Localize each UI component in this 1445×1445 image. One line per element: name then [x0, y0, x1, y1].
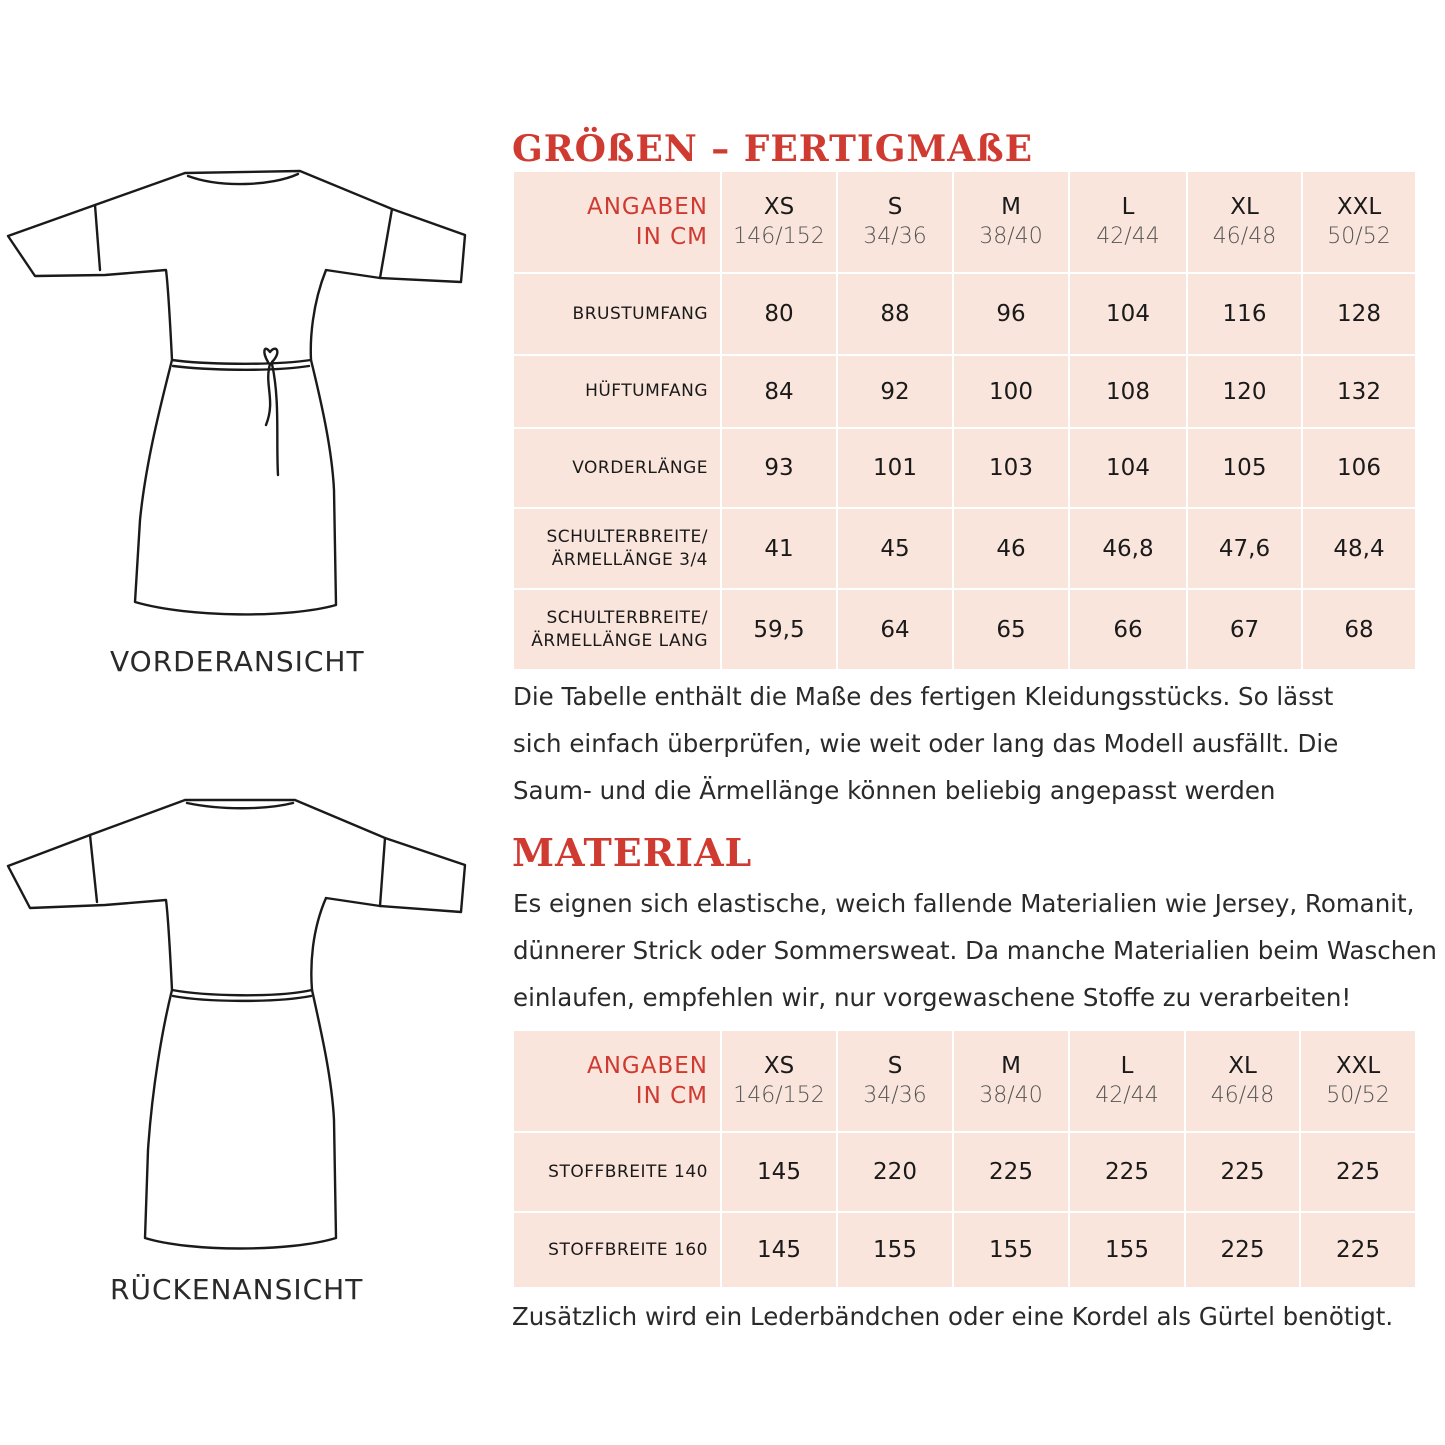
- table-cell: [721, 355, 837, 428]
- material-text-line: dünnerer Strick oder Sommersweat. Da manche Materialien beim Waschen: [513, 936, 1437, 965]
- cell-value: 65: [996, 616, 1026, 643]
- size-name: XS: [763, 194, 795, 220]
- cell-value: 46,8: [1102, 535, 1154, 562]
- row-label-text: STOFFBREITE 140: [548, 1161, 708, 1182]
- header-label-line2: IN CM: [635, 224, 708, 250]
- size-num: 34/36: [863, 224, 927, 249]
- row-label: [513, 428, 721, 508]
- row-label-line1: SCHULTERBREITE/: [546, 607, 708, 628]
- size-num: 146/152: [733, 224, 825, 249]
- cell-value: 93: [764, 455, 794, 481]
- cell-value: 84: [764, 378, 794, 405]
- size-header-m: [953, 1030, 1069, 1132]
- cell-value: 92: [880, 378, 910, 405]
- cell-value: 155: [989, 1237, 1033, 1263]
- size-header-m: [953, 171, 1069, 273]
- size-header-xs: [721, 1030, 837, 1132]
- size-num: 34/36: [863, 1083, 927, 1108]
- material-heading: MATERIAL: [512, 830, 753, 875]
- table-cell: [1302, 355, 1416, 428]
- size-num: 50/52: [1327, 224, 1391, 249]
- cell-value: 101: [873, 455, 917, 481]
- header-label-line1: ANGABEN: [586, 1053, 708, 1079]
- table-cell: [1187, 428, 1302, 508]
- sizes-note: [513, 673, 1338, 814]
- sizes-heading: GRÖßEN – FERTIGMAßE: [512, 128, 1034, 170]
- size-header-s: [837, 1030, 953, 1132]
- material-table: [512, 1029, 1417, 1289]
- size-name: L: [1120, 1053, 1134, 1079]
- size-header-l: [1069, 171, 1187, 273]
- size-num: 42/44: [1095, 1083, 1159, 1108]
- row-label-text: BRUSTUMFANG: [572, 303, 708, 324]
- material-header-row: [513, 1030, 1416, 1132]
- size-header-xl: [1187, 171, 1302, 273]
- cell-value: 225: [989, 1159, 1033, 1185]
- cell-value: 128: [1337, 301, 1381, 327]
- table-cell: [1187, 355, 1302, 428]
- size-name: XXL: [1335, 1053, 1381, 1079]
- size-name: XXL: [1336, 194, 1382, 220]
- table-cell: [837, 428, 953, 508]
- table-row: [513, 428, 1416, 508]
- size-name: M: [1001, 194, 1021, 220]
- table-cell: [1187, 589, 1302, 670]
- front-view-drawing: [0, 160, 480, 630]
- cell-value: 106: [1337, 455, 1381, 481]
- table-cell: [1302, 428, 1416, 508]
- table-cell: [837, 1132, 953, 1212]
- cell-value: 80: [764, 301, 794, 327]
- row-label-line2: ÄRMELLÄNGE LANG: [531, 630, 708, 651]
- row-label: [513, 508, 721, 589]
- table-cell: [1069, 355, 1187, 428]
- cell-value: 220: [873, 1159, 917, 1185]
- table-cell: [837, 589, 953, 670]
- table-cell: [1069, 1132, 1185, 1212]
- header-label-line1: ANGABEN: [586, 194, 708, 220]
- table-cell: [1302, 273, 1416, 355]
- table-cell: [953, 355, 1069, 428]
- material-text-line: Es eignen sich elastische, weich fallende Materialien wie Jersey, Romanit,: [513, 889, 1415, 918]
- cell-value: 145: [757, 1159, 801, 1185]
- table-cell: [1069, 273, 1187, 355]
- cell-value: 225: [1336, 1159, 1380, 1185]
- cell-value: 155: [1105, 1237, 1149, 1263]
- table-cell: [1302, 508, 1416, 589]
- size-name: XS: [763, 1053, 795, 1079]
- cell-value: 66: [1113, 616, 1143, 643]
- size-name: S: [887, 194, 903, 220]
- table-cell: [1300, 1132, 1416, 1212]
- cell-value: 46: [996, 535, 1026, 562]
- table-cell: [1185, 1212, 1300, 1288]
- size-num: 42/44: [1096, 224, 1160, 249]
- size-header-xxl: [1302, 171, 1416, 273]
- cell-value: 104: [1106, 455, 1150, 481]
- table-cell: [1069, 1212, 1185, 1288]
- cell-value: 132: [1337, 378, 1381, 405]
- material-text-line: einlaufen, empfehlen wir, nur vorgewaschene Stoffe zu verarbeiten!: [513, 983, 1352, 1012]
- back-view-drawing: [0, 790, 480, 1260]
- table-cell: [721, 1212, 837, 1288]
- front-view-label: VORDERANSICHT: [110, 645, 365, 678]
- header-label-cell: [513, 171, 721, 273]
- cell-value: 105: [1222, 455, 1267, 481]
- cell-value: 48,4: [1333, 535, 1385, 562]
- table-cell: [837, 508, 953, 589]
- table-row: [513, 1212, 1416, 1288]
- row-label-text: VORDERLÄNGE: [572, 457, 708, 478]
- table-cell: [1069, 428, 1187, 508]
- sizes-header-row: [513, 171, 1416, 273]
- size-num: 46/48: [1212, 224, 1277, 249]
- footer-note: Zusätzlich wird ein Lederbändchen oder eine Kordel als Gürtel benötigt.: [512, 1302, 1394, 1331]
- table-cell: [721, 589, 837, 670]
- row-label: [513, 1132, 721, 1212]
- cell-value: 225: [1220, 1237, 1265, 1263]
- row-label: [513, 273, 721, 355]
- table-cell: [953, 508, 1069, 589]
- table-cell: [1187, 508, 1302, 589]
- table-cell: [837, 1212, 953, 1288]
- size-header-xxl: [1300, 1030, 1416, 1132]
- table-cell: [1069, 508, 1187, 589]
- size-num: 38/40: [979, 1083, 1043, 1108]
- table-cell: [721, 428, 837, 508]
- table-cell: [1300, 1212, 1416, 1288]
- sizes-note-line: sich einfach überprüfen, wie weit oder lang das Modell ausfällt. Die: [513, 729, 1339, 758]
- size-name: L: [1121, 194, 1135, 220]
- cell-value: 47,6: [1218, 535, 1271, 562]
- table-cell: [953, 428, 1069, 508]
- table-cell: [1069, 589, 1187, 670]
- size-num: 50/52: [1326, 1083, 1390, 1108]
- table-row: [513, 508, 1416, 589]
- row-label-text: HÜFTUMFANG: [585, 381, 708, 401]
- table-cell: [1302, 589, 1416, 670]
- cell-value: 104: [1106, 301, 1150, 327]
- cell-value: 96: [996, 301, 1026, 327]
- cell-value: 120: [1222, 378, 1267, 405]
- sizes-note-line: Die Tabelle enthält die Maße des fertigen Kleidungsstücks. So lässt: [513, 682, 1334, 711]
- cell-value: 116: [1222, 301, 1267, 327]
- size-header-xl: [1185, 1030, 1300, 1132]
- table-row: [513, 273, 1416, 355]
- table-cell: [1185, 1132, 1300, 1212]
- table-cell: [837, 355, 953, 428]
- size-name: XL: [1230, 194, 1259, 220]
- sizes-table: [512, 170, 1417, 671]
- size-num: 146/152: [733, 1083, 825, 1108]
- cell-value: 88: [880, 301, 910, 327]
- cell-value: 64: [880, 616, 910, 643]
- sizes-note-line: Saum- und die Ärmellänge können beliebig angepasst werden: [513, 776, 1276, 805]
- row-label-line1: SCHULTERBREITE/: [546, 526, 708, 547]
- cell-value: 103: [989, 455, 1033, 481]
- table-row: [513, 1132, 1416, 1212]
- cell-value: 41: [764, 535, 794, 562]
- cell-value: 67: [1229, 616, 1260, 643]
- table-row: [513, 355, 1416, 428]
- table-cell: [1187, 273, 1302, 355]
- table-cell: [953, 1212, 1069, 1288]
- table-cell: [721, 508, 837, 589]
- cell-value: 59,5: [753, 616, 805, 643]
- cell-value: 100: [989, 378, 1033, 405]
- table-cell: [837, 273, 953, 355]
- size-header-l: [1069, 1030, 1185, 1132]
- table-cell: [721, 273, 837, 355]
- back-view: [0, 790, 480, 1260]
- size-num: 46/48: [1210, 1083, 1275, 1108]
- cell-value: 145: [757, 1237, 801, 1263]
- row-label-line2: ÄRMELLÄNGE 3/4: [551, 549, 708, 570]
- table-cell: [953, 1132, 1069, 1212]
- row-label-text: STOFFBREITE 160: [548, 1239, 708, 1260]
- cell-value: 225: [1220, 1159, 1265, 1185]
- front-view: [0, 160, 480, 630]
- size-name: M: [1001, 1053, 1021, 1079]
- cell-value: 108: [1106, 378, 1150, 405]
- cell-value: 68: [1344, 616, 1374, 643]
- size-header-s: [837, 171, 953, 273]
- table-cell: [721, 1132, 837, 1212]
- row-label: [513, 1212, 721, 1288]
- back-view-label: RÜCKENANSICHT: [110, 1273, 364, 1306]
- cell-value: 155: [873, 1237, 917, 1263]
- row-label: [513, 589, 721, 670]
- material-text: [513, 880, 1437, 1021]
- size-name: XL: [1228, 1053, 1257, 1079]
- header-label-cell: [513, 1030, 721, 1132]
- table-row: [513, 589, 1416, 670]
- table-cell: [953, 273, 1069, 355]
- cell-value: 225: [1105, 1159, 1149, 1185]
- table-cell: [953, 589, 1069, 670]
- header-label-line2: IN CM: [635, 1083, 708, 1109]
- cell-value: 225: [1336, 1237, 1380, 1263]
- row-label: [513, 355, 721, 428]
- size-name: S: [887, 1053, 903, 1079]
- cell-value: 45: [880, 535, 910, 562]
- size-header-xs: [721, 171, 837, 273]
- size-num: 38/40: [979, 224, 1043, 249]
